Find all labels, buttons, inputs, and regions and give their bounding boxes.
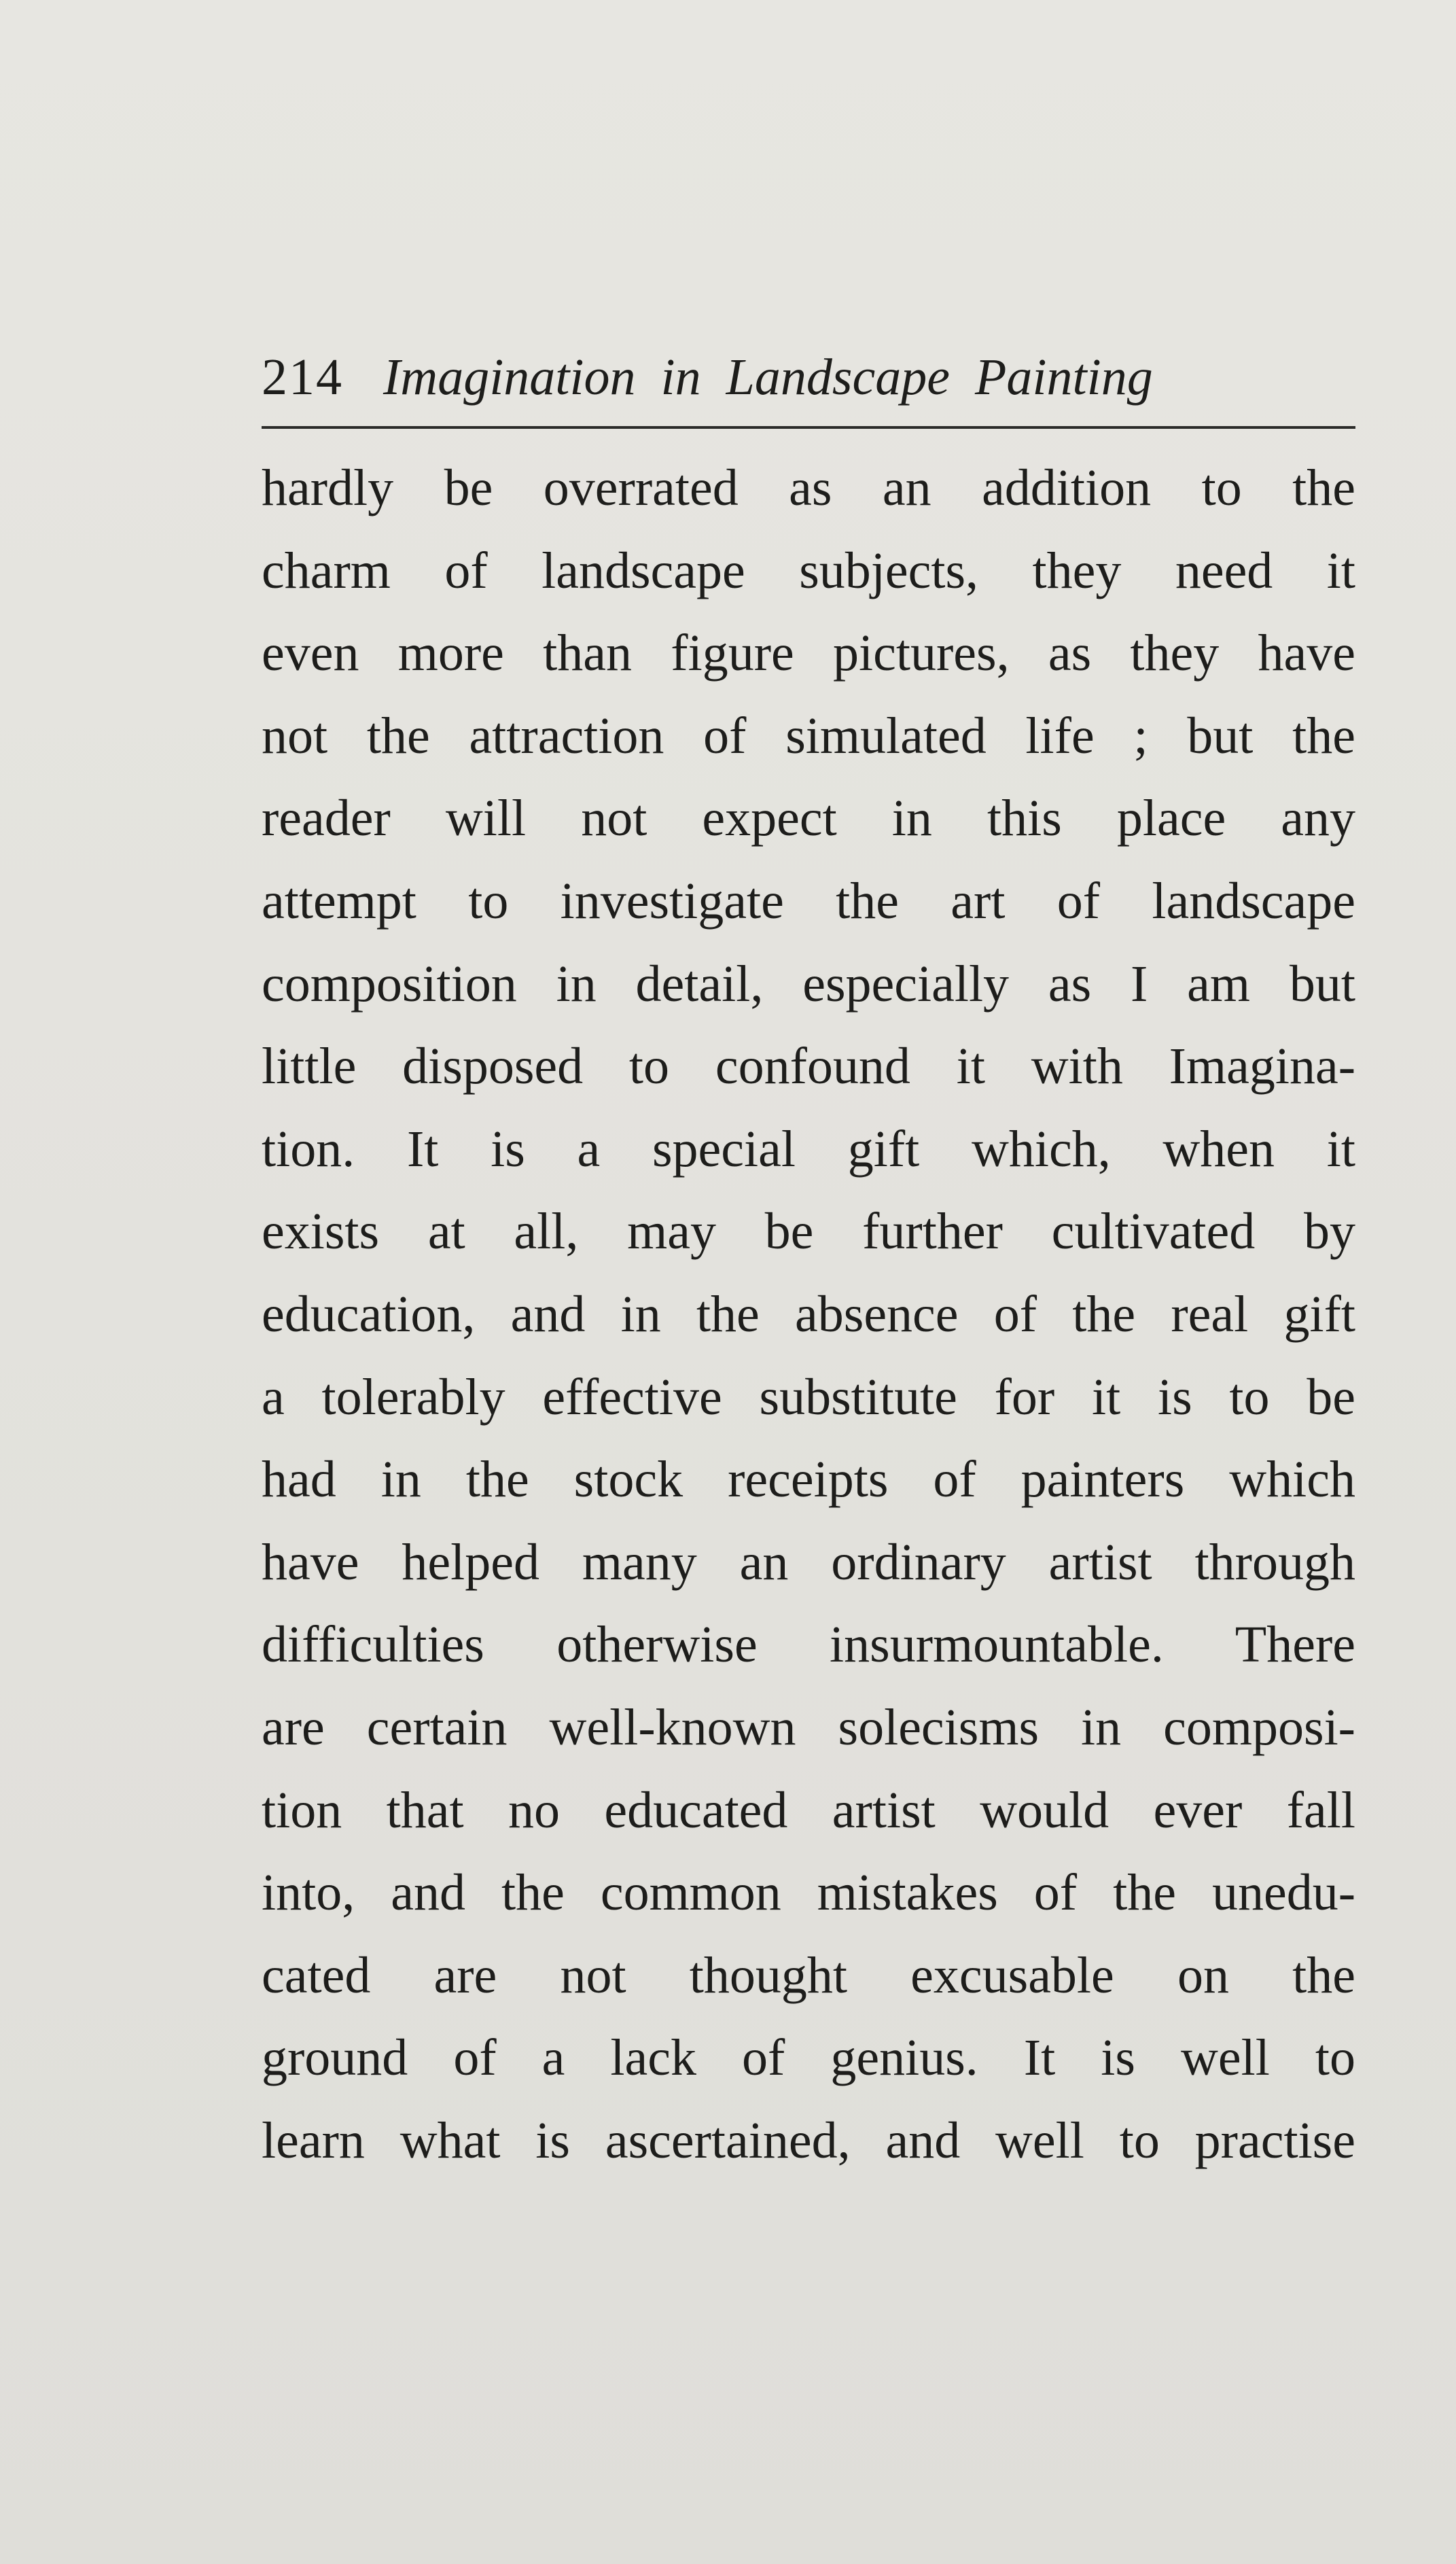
text-line: education, and in the absence of the real gift [262,1285,1355,1343]
text-line: exists at all, may be further cultivated by [262,1203,1355,1261]
running-title: Imagination in Landscape Painting [383,349,1153,406]
text-line: attempt to investigate the art of landscape [262,872,1355,930]
text-line: even more than figure pictures, as they have [262,625,1355,682]
running-head [262,340,1355,415]
text-line: reader will not expect in this place any [262,790,1355,847]
text-line: tion. It is a special gift which, when it [262,1120,1355,1178]
text-line: composition in detail, especially as I am but [262,955,1355,1013]
text-line: difficulties otherwise insurmountable. There [262,1616,1355,1674]
header-rule [262,426,1355,429]
text-line: charm of landscape subjects, they need it [262,542,1355,599]
page-number: 214 [262,349,343,406]
text-line: little disposed to confound it with Imagina- [262,1038,1355,1095]
text-line: hardly be overrated as an addition to the [262,459,1355,516]
text-line: into, and the common mistakes of the unedu- [262,1864,1355,1922]
text-line: cated are not thought excusable on the [262,1946,1355,2004]
text-line: ground of a lack of genius. It is well to [262,2029,1355,2087]
text-line: had in the stock receipts of painters which [262,1451,1355,1509]
text-line: have helped many an ordinary artist through [262,1533,1355,1591]
text-line: are certain well-known solecisms in composi- [262,1698,1355,1756]
text-line: learn what is ascertained, and well to practise [262,2111,1355,2169]
body-text [262,447,1355,2182]
text-line: not the attraction of simulated life ; but the [262,707,1355,765]
text-line: a tolerably effective substitute for it is to be [262,1368,1355,1426]
text-line: tion that no educated artist would ever fall [262,1781,1355,1839]
